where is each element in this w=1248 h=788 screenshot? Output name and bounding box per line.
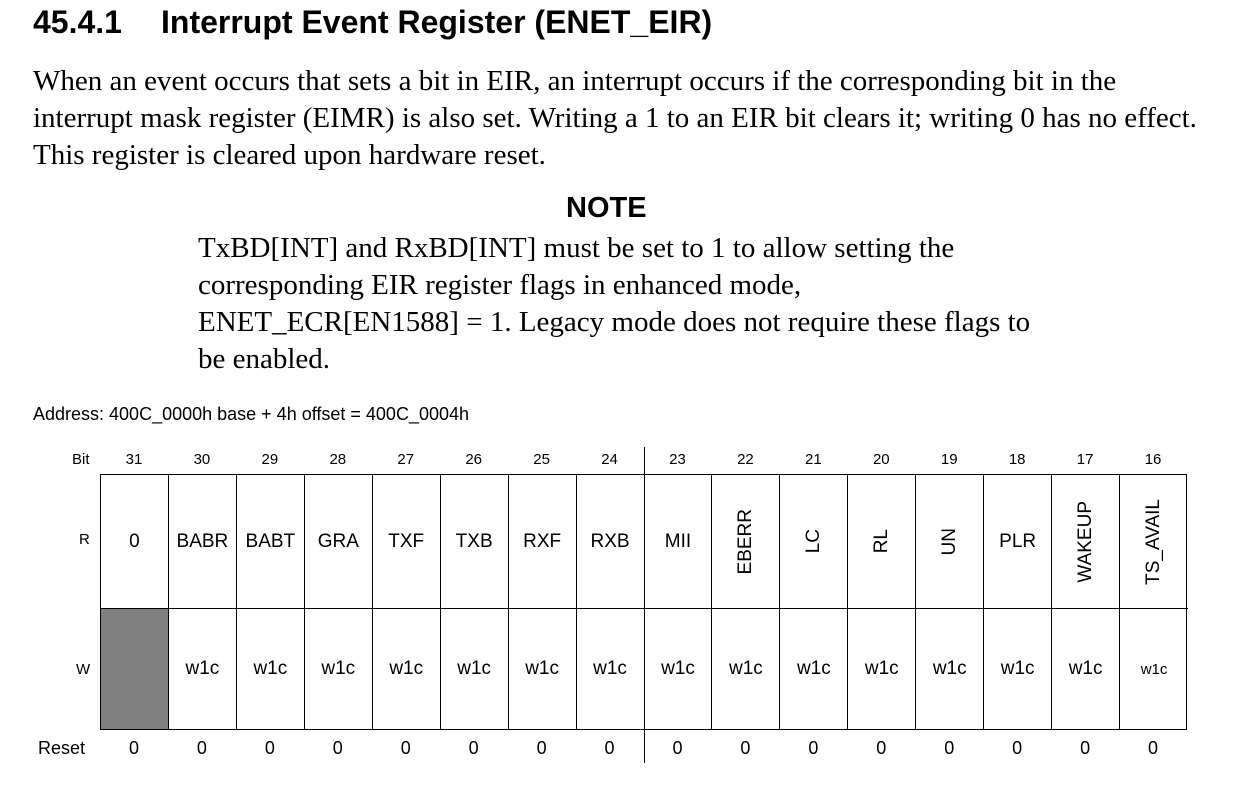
reset-value: 0 bbox=[468, 738, 479, 758]
write-field-label: w1c bbox=[796, 658, 831, 679]
reset-value: 0 bbox=[808, 738, 819, 758]
read-field-cell bbox=[373, 475, 441, 609]
bit-number: 27 bbox=[397, 451, 415, 468]
reset-value: 0 bbox=[740, 738, 751, 758]
read-field-cell bbox=[984, 475, 1052, 609]
write-field-label: w1c bbox=[661, 658, 695, 679]
bit-number: 31 bbox=[125, 451, 143, 468]
read-field-cell bbox=[169, 475, 237, 609]
bit-number: 19 bbox=[940, 451, 958, 468]
bit-number: 17 bbox=[1076, 451, 1094, 468]
read-field-label: MII bbox=[664, 530, 692, 552]
reset-value: 0 bbox=[1080, 738, 1091, 758]
write-field-label: w1c bbox=[525, 658, 559, 679]
write-field-label: w1c bbox=[253, 658, 288, 679]
read-field-label: BABT bbox=[245, 530, 296, 552]
write-field-cell bbox=[712, 609, 780, 729]
read-field-cell bbox=[1120, 475, 1188, 609]
read-field-label: TXB bbox=[455, 530, 493, 552]
write-field-label: w1c bbox=[1068, 658, 1103, 679]
bit-number: 18 bbox=[1008, 451, 1026, 468]
write-field-label: w1c bbox=[321, 658, 356, 679]
read-field-label: GRA bbox=[317, 530, 359, 552]
read-field-label: 0 bbox=[129, 530, 140, 552]
bit-number: 25 bbox=[533, 451, 550, 468]
read-field-cell bbox=[237, 475, 305, 609]
reset-value: 0 bbox=[876, 738, 887, 758]
write-field-cell bbox=[1052, 609, 1120, 729]
read-field-cell bbox=[101, 475, 169, 609]
write-field-label: w1c bbox=[457, 658, 492, 679]
write-field-cell bbox=[984, 609, 1052, 729]
reset-value: 0 bbox=[332, 738, 343, 758]
write-field-label: w1c bbox=[389, 658, 424, 679]
reset-value: 0 bbox=[1148, 738, 1159, 758]
write-field-label: w1c bbox=[932, 658, 967, 679]
reset-value: 0 bbox=[400, 738, 411, 758]
write-field-cell bbox=[237, 609, 305, 729]
reserved-write-cell bbox=[101, 609, 169, 729]
read-field-cell bbox=[916, 475, 984, 609]
section-title: Interrupt Event Register (ENET_EIR) bbox=[161, 4, 713, 40]
read-field-cell bbox=[441, 475, 509, 609]
read-row-label: R bbox=[79, 531, 90, 548]
read-field-label: RL bbox=[870, 529, 892, 554]
write-row-label: W bbox=[76, 661, 91, 678]
read-field-cell bbox=[1052, 475, 1120, 609]
read-field-label: LC bbox=[802, 529, 824, 554]
write-field-label: w1c bbox=[185, 658, 220, 679]
read-field-label: RXF bbox=[523, 530, 562, 552]
write-field-cell bbox=[780, 609, 848, 729]
note-title: NOTE bbox=[566, 192, 647, 224]
bit-row-label: Bit bbox=[72, 451, 90, 468]
reset-value: 0 bbox=[264, 738, 275, 758]
note-body: TxBD[INT] and RxBD[INT] must be set to 1 to allow setting the corresponding EIR register flags in enhanced mode, ENET_ECR[EN1588] = 1. Legacy mode does not require these flags to be enabled. bbox=[198, 232, 1031, 375]
write-field-cell bbox=[373, 609, 441, 729]
read-field-label: TS_AVAIL bbox=[1143, 498, 1165, 585]
reset-value: 0 bbox=[128, 738, 139, 758]
reset-value: 0 bbox=[672, 738, 683, 758]
read-field-cell bbox=[780, 475, 848, 609]
reset-value: 0 bbox=[604, 738, 615, 758]
read-field-label: WAKEUP bbox=[1074, 500, 1096, 583]
read-field-label: UN bbox=[938, 527, 960, 556]
read-field-label: EBERR bbox=[734, 508, 756, 575]
description-paragraph: When an event occurs that sets a bit in EIR, an interrupt occurs if the corresponding bit in the interrupt mask register (EIMR) is also set. Writing a 1 to an EIR bit clears it; writing 0 has no effect. This register is cleared upon hardware reset. bbox=[33, 65, 1197, 171]
bit-number: 21 bbox=[805, 451, 822, 468]
write-field-cell bbox=[305, 609, 373, 729]
bit-number: 23 bbox=[669, 451, 686, 468]
byte-divider bbox=[644, 447, 645, 763]
read-field-cell bbox=[509, 475, 577, 609]
read-field-cell bbox=[712, 475, 780, 609]
read-field-cell bbox=[305, 475, 373, 609]
read-field-label: BABR bbox=[176, 530, 229, 552]
reset-row-label: Reset bbox=[38, 738, 86, 758]
write-field-cell bbox=[169, 609, 237, 729]
register-address: Address: 400C_0000h base + 4h offset = 400C_0004h bbox=[33, 404, 470, 424]
bit-number: 30 bbox=[193, 451, 211, 468]
write-field-cell bbox=[916, 609, 984, 729]
bit-number: 29 bbox=[261, 451, 279, 468]
write-field-label: w1c bbox=[1000, 658, 1035, 679]
write-field-cell bbox=[441, 609, 509, 729]
bit-number: 22 bbox=[737, 451, 754, 468]
read-field-cell bbox=[645, 475, 713, 609]
reset-value: 0 bbox=[1012, 738, 1023, 758]
reset-value: 0 bbox=[196, 738, 207, 758]
write-field-cell bbox=[577, 609, 645, 729]
reset-value: 0 bbox=[536, 738, 547, 758]
write-field-cell bbox=[848, 609, 916, 729]
write-field-label: w1c bbox=[729, 658, 763, 679]
read-field-label: RXB bbox=[590, 530, 630, 552]
bit-number: 26 bbox=[465, 451, 482, 468]
write-field-cell bbox=[509, 609, 577, 729]
read-field-cell bbox=[848, 475, 916, 609]
bit-number: 20 bbox=[872, 451, 890, 468]
write-field-cell bbox=[1120, 609, 1188, 729]
write-field-cell bbox=[645, 609, 713, 729]
bit-number: 24 bbox=[601, 451, 618, 468]
read-field-cell bbox=[577, 475, 645, 609]
read-field-label: TXF bbox=[388, 530, 425, 552]
bit-number: 16 bbox=[1144, 451, 1162, 468]
reset-value: 0 bbox=[944, 738, 955, 758]
write-field-label: w1c bbox=[1140, 660, 1168, 678]
section-number: 45.4.1 bbox=[33, 4, 122, 40]
write-field-label: w1c bbox=[593, 658, 627, 679]
read-field-label: PLR bbox=[999, 530, 1037, 552]
write-field-label: w1c bbox=[864, 658, 899, 679]
bit-number: 28 bbox=[329, 451, 347, 468]
